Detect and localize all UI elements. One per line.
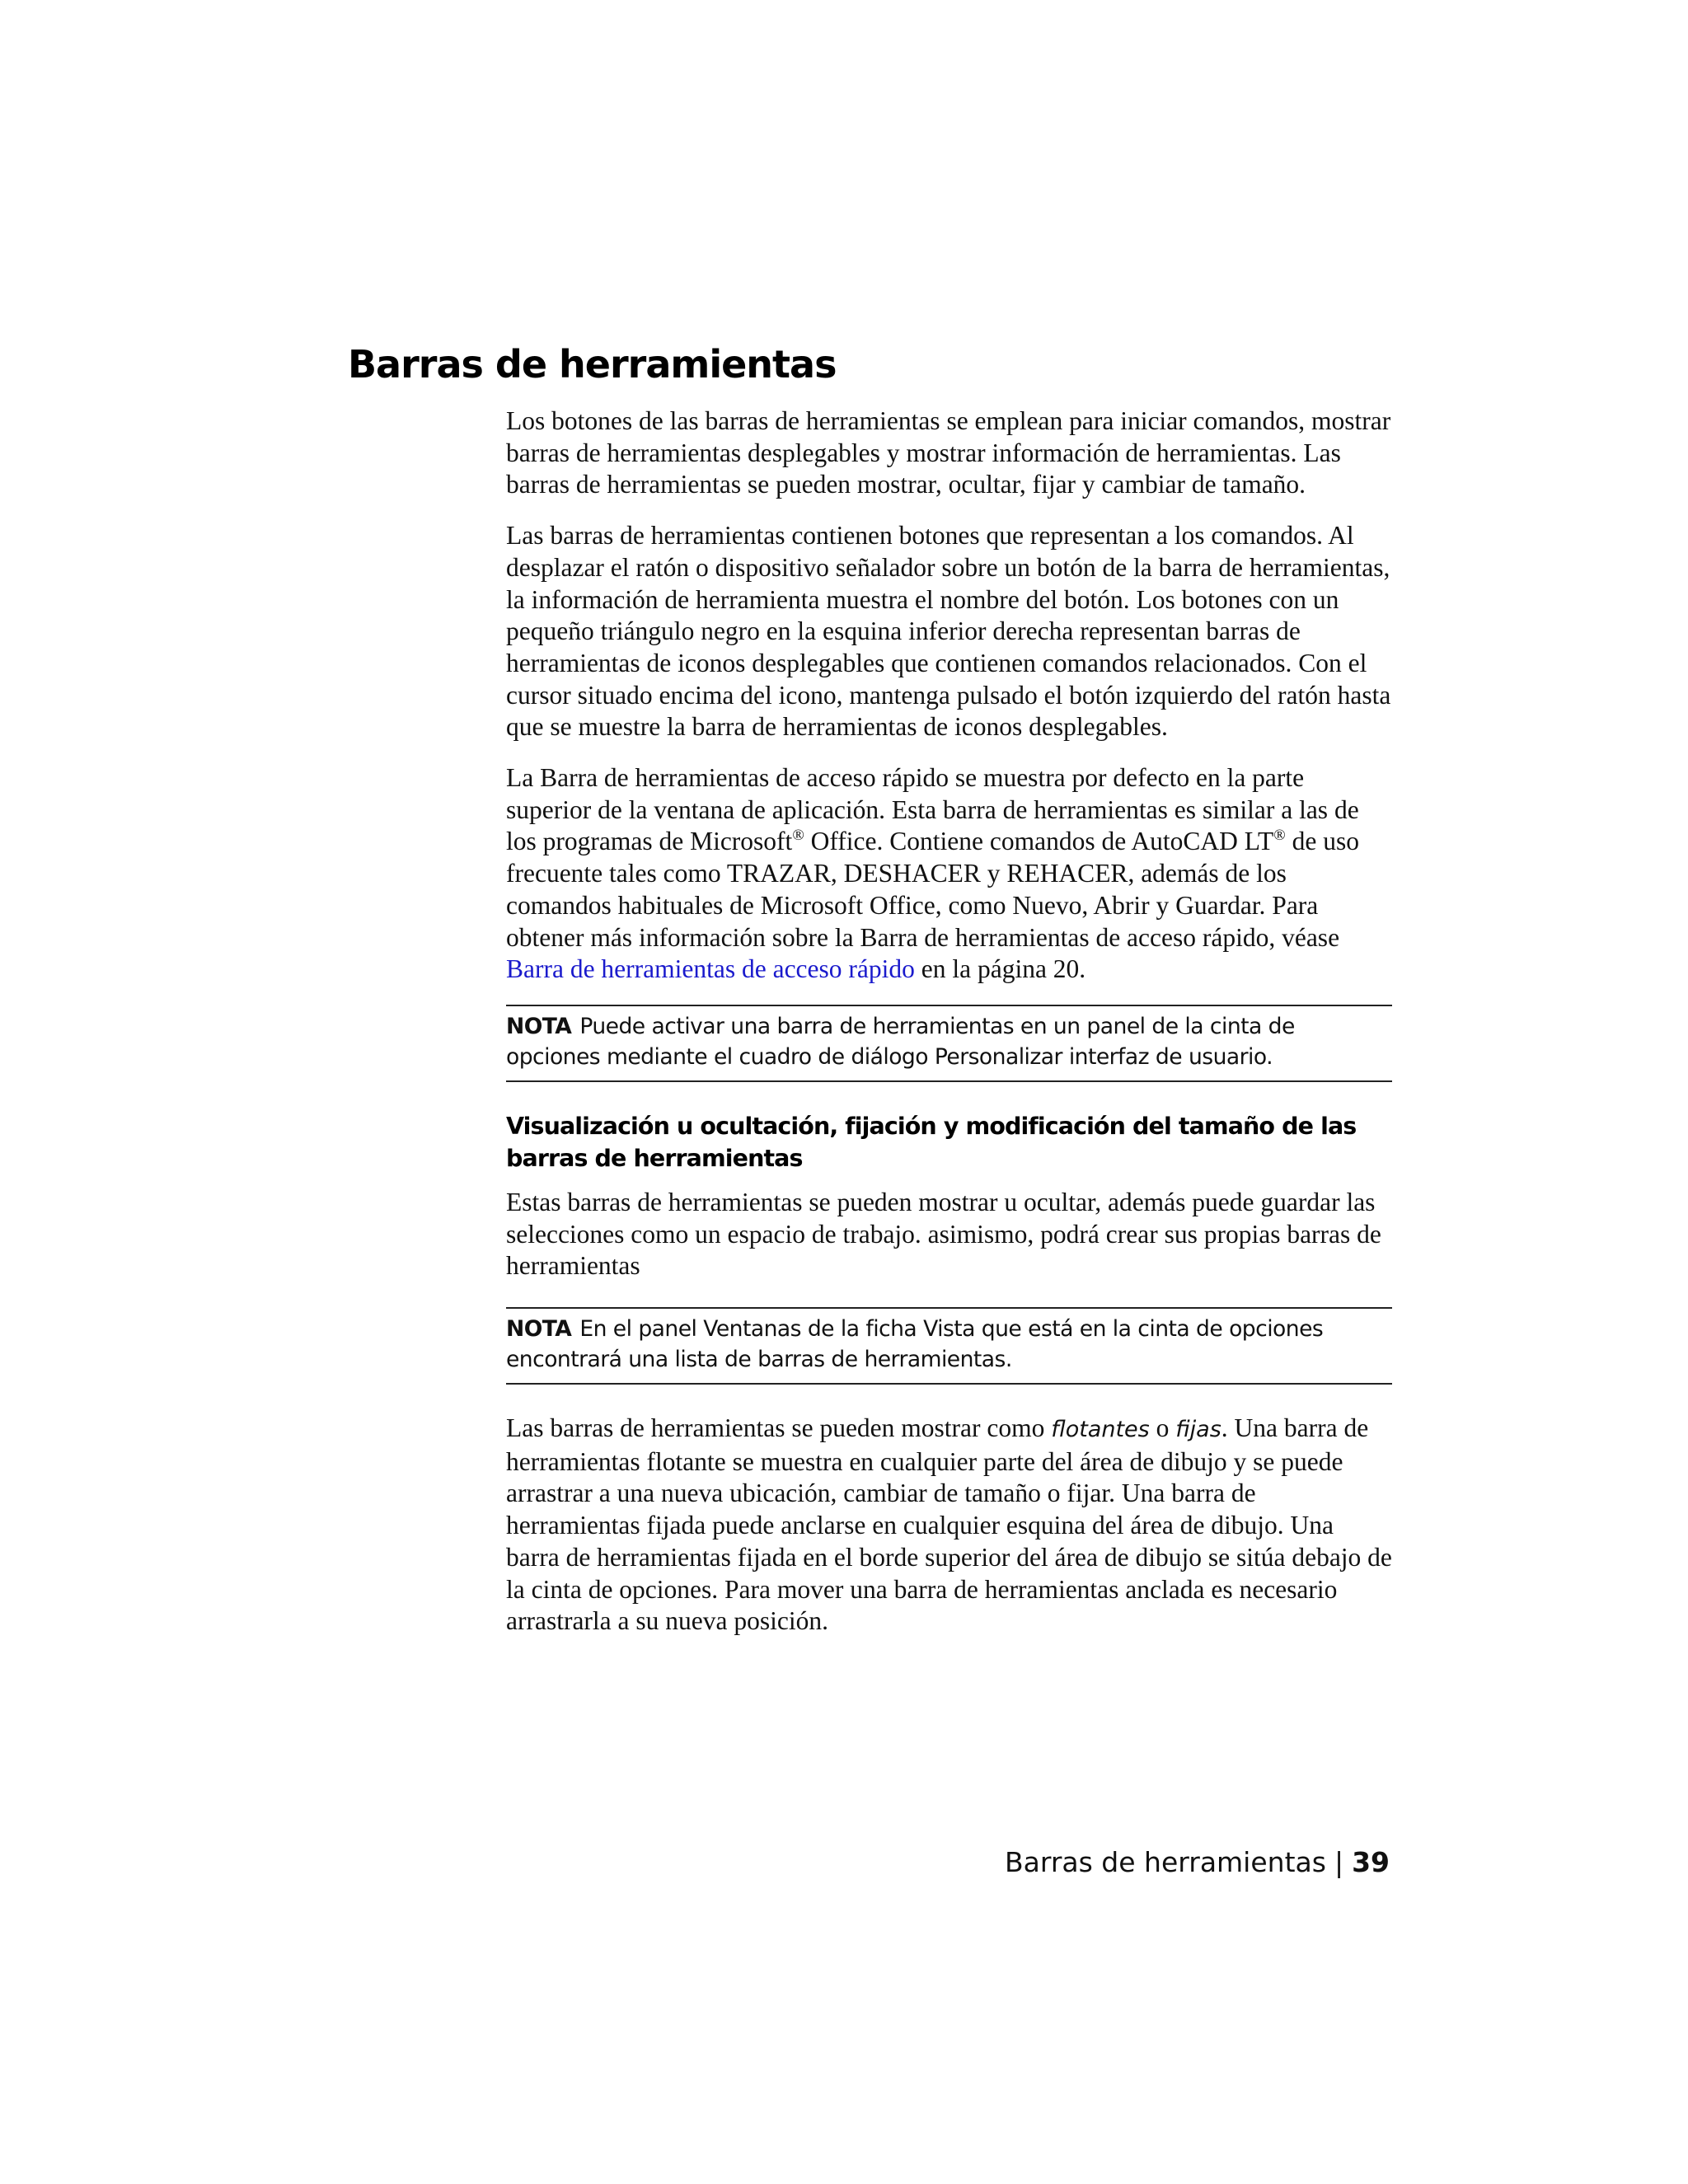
text-span: Office. Contiene comandos de AutoCAD LT — [804, 827, 1274, 856]
quick-access-link[interactable]: Barra de herramientas de acceso rápido — [506, 954, 915, 984]
footer-separator: | — [1334, 1846, 1344, 1878]
text-span: de uso frecuente tales como TRAZAR, DESHACER y REHACER, además de los comandos habituales de Microsoft Office, como Nuevo, Abrir y Guardar. Para obtener más información sobre la Barra de herramientas de acceso rápido, véase — [506, 827, 1359, 952]
footer-section-title: Barras de herramientas — [1004, 1846, 1326, 1878]
emphasis-docked: fijas — [1175, 1417, 1221, 1443]
paragraph-quick-access — [506, 762, 1392, 986]
emphasis-floating: flotantes — [1051, 1417, 1150, 1443]
section-title: Barras de herramientas — [348, 342, 837, 387]
registered-mark: ® — [1273, 827, 1286, 845]
note-box — [506, 1307, 1392, 1385]
text-span: o — [1149, 1413, 1176, 1443]
note-text: Puede activar una barra de herramientas en un panel de la cinta de opciones mediante el cuadro de diálogo Personalizar interfaz de usuario. — [506, 1013, 1295, 1070]
subheading: Visualización u ocultación, fijación y modificación del tamaño de las barras de herramientas — [506, 1112, 1357, 1172]
page-number: 39 — [1352, 1846, 1390, 1878]
body-column — [506, 405, 1392, 1657]
text-span: . Una barra de herramientas flotante se muestra en cualquier parte del área de dibujo y se puede arrastrar a una nueva ubicación, cambiar de tamaño o fijar. Una barra de herramientas fijada puede anclarse en cualquier esquina del área de dibujo. Una barra de herramientas fijada en el borde superior del área de dibujo se sitúa debajo de la cinta de opciones. Para mover una barra de herramientas anclada es necesario arrastrarla a su nueva posición. — [506, 1413, 1392, 1636]
paragraph-intro: Los botones de las barras de herramientas se emplean para iniciar comandos, mostrar barras de herramientas desplegables y mostrar información de herramientas. Las barras de herramientas se pueden mostrar, ocultar, fijar y cambiar de tamaño. — [506, 406, 1391, 499]
text-span: La Barra de herramientas de acceso rápido se muestra por defecto en la parte superior de la ventana de aplicación. Esta barra de herramientas es similar a las de los programas de Microsoft — [506, 763, 1359, 856]
text-span: en la página 20. — [914, 954, 1086, 984]
note-box — [506, 1005, 1392, 1082]
paragraph-floating-docked — [506, 1413, 1392, 1638]
note-text: En el panel Ventanas de la ficha Vista que está en la cinta de opciones encontrará una lista de barras de herramientas. — [506, 1316, 1324, 1373]
registered-mark: ® — [792, 827, 804, 845]
note-label: NOTA — [506, 1316, 572, 1343]
paragraph-show-hide: Estas barras de herramientas se pueden mostrar u ocultar, además puede guardar las selecciones como un espacio de trabajo. asimismo, podrá crear sus propias barras de herramientas — [506, 1187, 1381, 1281]
note-label: NOTA — [506, 1013, 572, 1039]
page-footer — [1005, 1846, 1390, 1878]
paragraph-buttons: Las barras de herramientas contienen botones que representan a los comandos. Al desplazar el ratón o dispositivo señalador sobre un botón de la barra de herramientas, la información de herramienta muestra el nombre del botón. Los botones con un pequeño triángulo negro en la esquina inferior derecha representan barras de herramientas de iconos desplegables que contienen comandos relacionados. Con el cursor situado encima del icono, mantenga pulsado el botón izquierdo del ratón hasta que se muestre la barra de herramientas de iconos desplegables. — [506, 521, 1391, 742]
text-span: Las barras de herramientas se pueden mostrar como — [506, 1413, 1052, 1443]
